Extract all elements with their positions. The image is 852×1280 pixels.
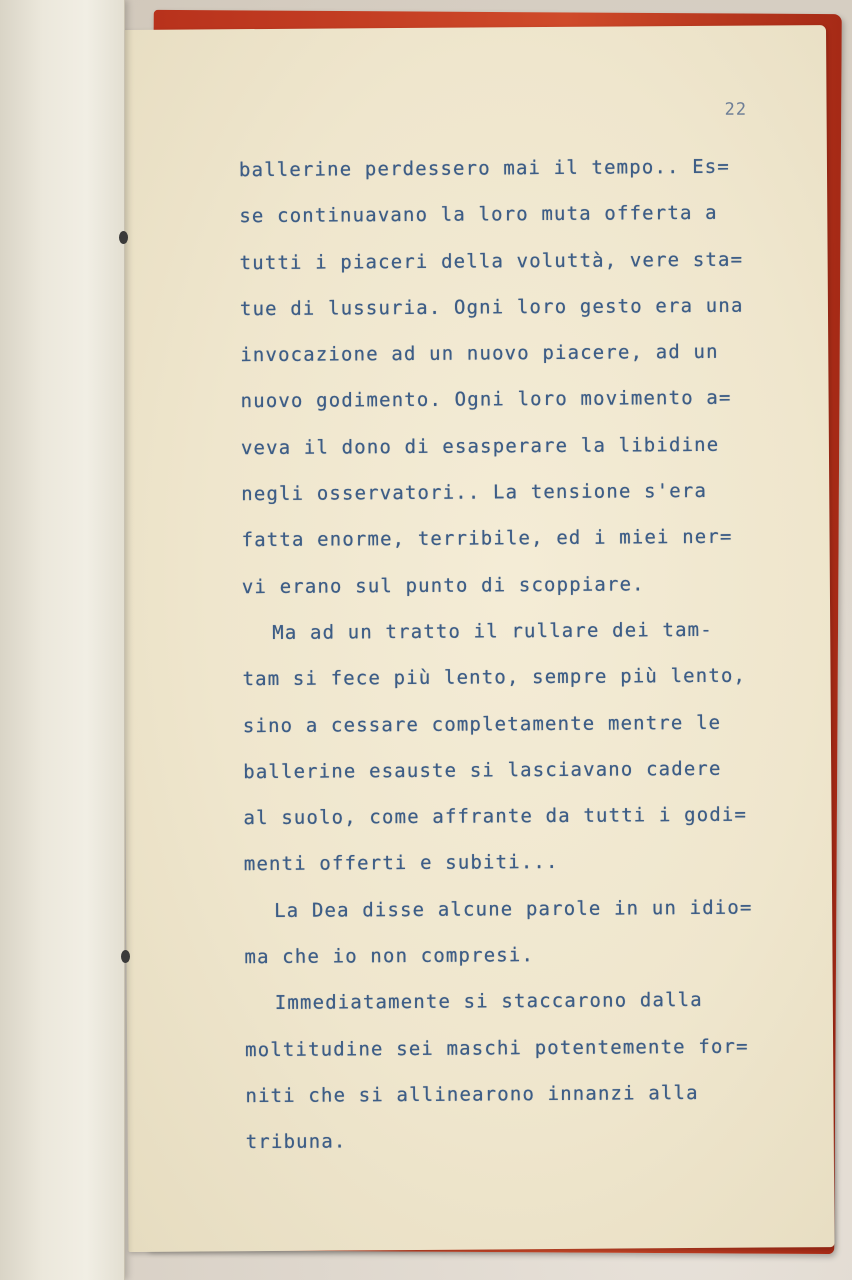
binding-hole-bottom [121, 950, 130, 963]
text-line: ma che io non compresi. [244, 944, 535, 969]
text-line: tribuna. [245, 1130, 347, 1154]
text-line: vi erano sul punto di scoppiare. [241, 573, 645, 598]
text-line: tue di lussuria. Ogni loro gesto era una [239, 294, 744, 321]
text-line: nuovo godimento. Ogni loro movimento a= [240, 387, 732, 413]
text-line: Immediatamente si staccarono dalla [274, 989, 703, 1015]
text-line: moltitudine sei maschi potentemente for= [245, 1035, 749, 1061]
text-line: se continuavano la loro muta offerta a [239, 202, 718, 228]
text-line: niti che si allinearono innanzi alla [245, 1081, 699, 1108]
text-line: ballerine perdessero mai il tempo.. Es= [238, 155, 731, 182]
text-line: fatta enorme, terribile, ed i miei ner= [241, 526, 733, 552]
typed-page [120, 25, 835, 1252]
text-line: veva il dono di esasperare la libidine [240, 433, 720, 459]
text-line: al suolo, come affrante da tutti i godi= [243, 803, 748, 830]
text-line: Ma ad un tratto il rullare dei tam- [272, 618, 713, 644]
text-line: ballerine esauste si lasciavano cadere [243, 757, 722, 784]
page-number: 22 [724, 99, 748, 120]
left-facing-page [0, 0, 125, 1280]
text-line: menti offerti e subiti... [243, 851, 559, 876]
text-line: tutti i piaceri della voluttà, vere sta= [239, 248, 744, 274]
text-line: tam si fece più lento, sempre più lento, [242, 664, 747, 691]
binding-hole-top [119, 231, 128, 244]
text-line: invocazione ad un nuovo piacere, ad un [240, 341, 719, 367]
text-line: sino a cessare completamente mentre le [242, 711, 722, 737]
text-line: La Dea disse alcune parole in un idio= [274, 896, 753, 922]
text-line: negli osservatori.. La tensione s'era [241, 479, 708, 506]
typed-text-body [239, 143, 826, 1166]
